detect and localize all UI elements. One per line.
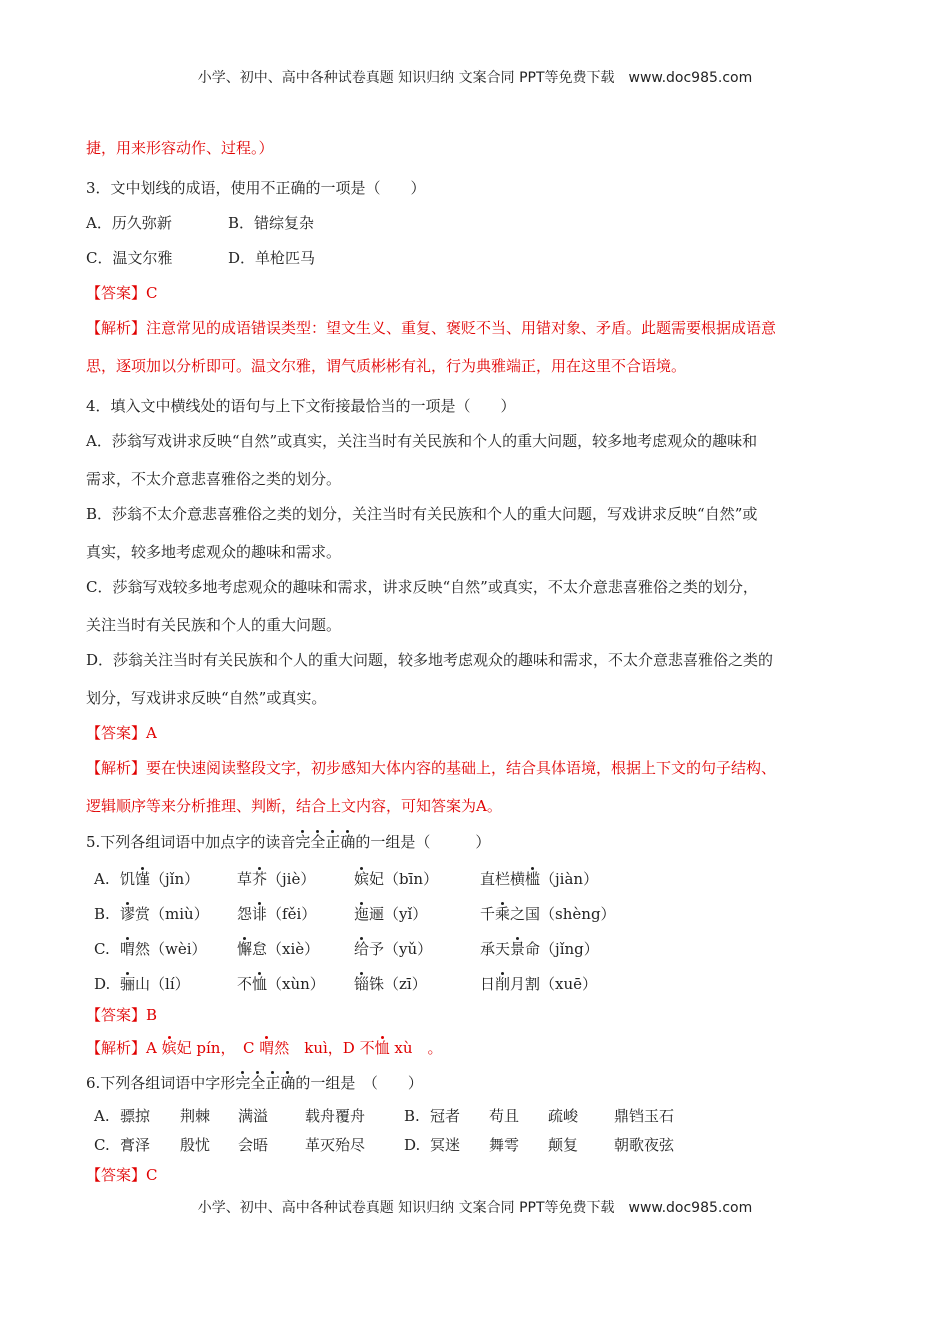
- dotted-char: 乘: [495, 905, 511, 923]
- stem-text: 6.下列各组词语中字形: [86, 1074, 236, 1092]
- word-text: 妃: [369, 870, 385, 888]
- option-word: 苟且: [489, 1107, 520, 1125]
- answer-value: A: [146, 724, 157, 742]
- pinyin: （lí）: [150, 975, 190, 993]
- q3-answer: [86, 283, 158, 303]
- dotted-char: 确: [340, 833, 356, 851]
- dotted-char: 确: [280, 1074, 296, 1092]
- stem-text: 的一组是 （ ）: [295, 1074, 423, 1092]
- answer-tag: 【答案】: [86, 724, 147, 742]
- dotted-char: 骊: [120, 975, 136, 993]
- option-item: [354, 869, 438, 889]
- word-text: 千: [480, 905, 496, 923]
- option-item: [120, 904, 209, 924]
- pinyin: （bīn）: [384, 870, 439, 888]
- explanation-tag: 【解析】: [86, 759, 147, 777]
- q4-explanation-1: [86, 758, 776, 778]
- q4-answer: [86, 723, 157, 743]
- pinyin: （fěi）: [267, 905, 317, 923]
- word-text: 承天: [480, 940, 511, 958]
- q3-explanation-2: 思，逐项加以分析即可。温文尔雅，谓气质彬彬有礼，行为典雅端正，用在这里不合语境。: [86, 357, 687, 375]
- answer-value: C: [146, 1166, 158, 1184]
- option-item: [480, 939, 599, 959]
- option-word: 疏峻: [548, 1107, 579, 1125]
- dotted-char: 完: [295, 833, 311, 851]
- option-item: [480, 974, 597, 994]
- pinyin: （yǐ）: [384, 905, 428, 923]
- dotted-char: 恤: [252, 975, 268, 993]
- option-label: B.: [404, 1107, 420, 1125]
- option-word: 殷忧: [180, 1136, 211, 1154]
- option-label: D.: [94, 975, 111, 993]
- page-header: 小学、初中、高中各种试卷真题 知识归纳 文案合同 PPT等免费下载 www.doc985.com: [197, 70, 753, 86]
- answer-tag: 【答案】: [86, 1006, 147, 1024]
- option-word: 冥迷: [430, 1136, 461, 1154]
- stem-text: 的一组是（ ）: [355, 833, 491, 851]
- dotted-char: 喟: [259, 1039, 275, 1057]
- option-word: 荆棘: [180, 1107, 211, 1125]
- q4-stem: 4．填入文中横线处的语句与上下文衔接最恰当的一项是（ ）: [86, 397, 516, 415]
- pinyin: （xuē）: [540, 975, 598, 993]
- dotted-char: 给: [354, 940, 370, 958]
- option-word: 膏泽: [120, 1136, 151, 1154]
- option-word: 舞雩: [489, 1136, 520, 1154]
- option-word: 革灭殆尽: [305, 1136, 366, 1154]
- dotted-char: 嫔: [161, 1039, 177, 1057]
- answer-tag: 【答案】: [86, 284, 147, 302]
- q4-option-b-1: B．莎翁不太介意悲喜雅俗之类的划分，关注当时有关民族和个人的重大问题，写戏讲求反映“自然”或: [86, 505, 758, 523]
- pinyin: （yǔ）: [384, 940, 433, 958]
- q4-explanation-2: 逻辑顺序等来分析推理、判断，结合上文内容，可知答案为A。: [86, 797, 502, 815]
- answer-tag: 【答案】: [86, 1166, 147, 1184]
- option-item: [237, 869, 315, 889]
- option-item: [237, 904, 316, 924]
- word-text: 赏: [135, 905, 151, 923]
- dotted-char: 景: [510, 940, 526, 958]
- dotted-char: 馑: [135, 870, 151, 888]
- explanation-tag: 【解析】: [86, 1039, 147, 1057]
- pinyin: （jiè）: [267, 870, 316, 888]
- word-text: 之国: [510, 905, 541, 923]
- dotted-char: 嫔: [354, 870, 370, 888]
- emphasis-text: [235, 1074, 295, 1092]
- word-text: 予: [369, 940, 385, 958]
- dotted-char: 槛: [525, 870, 541, 888]
- q4-option-c-2: 关注当时有关民族和个人的重大问题。: [86, 616, 342, 634]
- option-label: B.: [94, 905, 110, 923]
- option-item: [354, 939, 432, 959]
- pinyin: （xiè）: [267, 940, 320, 958]
- word-text: 直栏横: [480, 870, 526, 888]
- page-footer: 小学、初中、高中各种试卷真题 知识归纳 文案合同 PPT等免费下载 www.doc985.com: [197, 1200, 753, 1216]
- dotted-char: 诽: [252, 905, 268, 923]
- word-text: 草: [237, 870, 253, 888]
- dotted-char: 迤: [354, 905, 370, 923]
- dotted-char: 完: [235, 1074, 251, 1092]
- dotted-char: 喟: [120, 940, 136, 958]
- q3-explanation-1: [86, 318, 776, 338]
- explanation-text: 要在快速阅读整段文字，初步感知大体内容的基础上，结合具体语境，根据上下文的句子结构、: [146, 759, 777, 777]
- pinyin: （jiàn）: [540, 870, 599, 888]
- word-text: 月割: [510, 975, 541, 993]
- word-text: 怨: [237, 905, 253, 923]
- word-text: 日: [480, 975, 496, 993]
- q4-option-a-1: A．莎翁写戏讲求反映“自然”或真实，关注当时有关民族和个人的重大问题，较多地考虑观众的趣味和: [86, 432, 758, 450]
- option-label: C.: [94, 1136, 110, 1154]
- option-item: [237, 974, 325, 994]
- word-text: 然: [135, 940, 151, 958]
- explanation-text: 妃 pín， C: [176, 1039, 260, 1057]
- dotted-char: 正: [325, 833, 341, 851]
- option-item: [120, 869, 199, 889]
- q3-option-a: A．历久弥新: [86, 214, 172, 232]
- explanation-text: 然 kuì，D 不: [274, 1039, 375, 1057]
- pinyin: （jǐng）: [540, 940, 599, 958]
- q4-option-a-2: 需求，不太介意悲喜雅俗之类的划分。: [86, 470, 342, 488]
- stem-text: 5.下列各组词语中加点字的读音: [86, 833, 296, 851]
- explanation-tag: 【解析】: [86, 319, 147, 337]
- word-text: 不: [237, 975, 253, 993]
- dotted-char: 全: [310, 833, 326, 851]
- continued-text: 捷，用来形容动作、过程。）: [86, 139, 274, 157]
- option-item: [120, 974, 190, 994]
- q4-option-c-1: C．莎翁写戏较多地考虑观众的趣味和需求，讲求反映“自然”或真实，不太介意悲喜雅俗之类的划分，: [86, 578, 758, 596]
- option-item: [237, 939, 319, 959]
- pinyin: （jǐn）: [150, 870, 200, 888]
- option-label: C.: [94, 940, 110, 958]
- explanation-text: A: [146, 1039, 162, 1057]
- word-text: 铢: [369, 975, 385, 993]
- word-text: 逦: [369, 905, 385, 923]
- pinyin: （wèi）: [150, 940, 207, 958]
- q6-answer: [86, 1165, 158, 1185]
- pinyin: （shèng）: [540, 905, 616, 923]
- explanation-text: xù 。: [389, 1039, 443, 1057]
- q5-stem: [86, 832, 490, 852]
- option-word: 冠者: [430, 1107, 461, 1125]
- dotted-char: 削: [495, 975, 511, 993]
- q3-option-c: C．温文尔雅: [86, 249, 173, 267]
- word-text: 饥: [120, 870, 136, 888]
- option-item: [480, 869, 598, 889]
- word-text: 命: [525, 940, 541, 958]
- option-label: A.: [94, 1107, 110, 1125]
- dotted-char: 锱: [354, 975, 370, 993]
- q4-option-d-2: 划分，写戏讲求反映“自然”或真实。: [86, 689, 327, 707]
- answer-value: C: [146, 284, 158, 302]
- pinyin: （xùn）: [267, 975, 325, 993]
- option-word: 满溢: [238, 1107, 269, 1125]
- q3-option-b: B．错综复杂: [228, 214, 315, 232]
- q3-option-d: D．单枪匹马: [228, 249, 316, 267]
- option-word: 会晤: [238, 1136, 269, 1154]
- option-label: A.: [94, 870, 110, 888]
- option-item: [354, 974, 427, 994]
- word-text: 怠: [252, 940, 268, 958]
- dotted-char: 正: [265, 1074, 281, 1092]
- q5-answer: [86, 1005, 157, 1025]
- option-label: D.: [404, 1136, 421, 1154]
- emphasis-text: [295, 833, 355, 851]
- q4-option-b-2: 真实，较多地考虑观众的趣味和需求。: [86, 543, 342, 561]
- word-text: 山: [135, 975, 151, 993]
- option-item: [120, 939, 207, 959]
- option-item: [354, 904, 427, 924]
- dotted-char: 芥: [252, 870, 268, 888]
- q6-stem: [86, 1073, 423, 1093]
- option-word: 朝歌夜弦: [614, 1136, 675, 1154]
- dotted-char: 谬: [120, 905, 136, 923]
- explanation-text: 注意常见的成语错误类型：望文生义、重复、褒贬不当、用错对象、矛盾。此题需要根据成语意: [146, 319, 777, 337]
- option-word: 载舟覆舟: [305, 1107, 366, 1125]
- dotted-char: 懈: [237, 940, 253, 958]
- q5-explanation: [86, 1038, 442, 1058]
- q3-stem: 3．文中划线的成语，使用不正确的一项是（ ）: [86, 179, 426, 197]
- dotted-char: 恤: [374, 1039, 390, 1057]
- dotted-char: 全: [250, 1074, 266, 1092]
- pinyin: （zī）: [384, 975, 427, 993]
- answer-value: B: [146, 1006, 158, 1024]
- q4-option-d-1: D．莎翁关注当时有关民族和个人的重大问题，较多地考虑观众的趣味和需求，不太介意悲喜雅俗之类的: [86, 651, 774, 669]
- option-word: 颠复: [548, 1136, 579, 1154]
- option-word: 鼎铛玉石: [614, 1107, 675, 1125]
- pinyin: （miù）: [150, 905, 209, 923]
- option-item: [480, 904, 616, 924]
- option-word: 骠掠: [120, 1107, 151, 1125]
